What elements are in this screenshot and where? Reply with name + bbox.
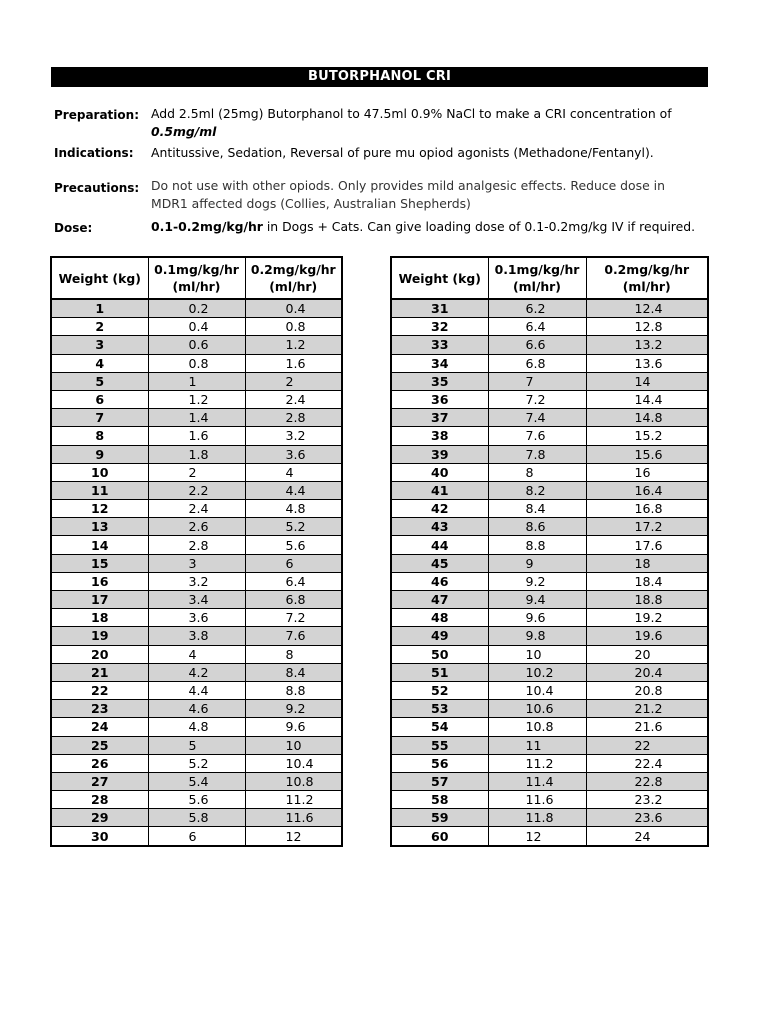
high-rate-cell: 11.6 [245,809,342,827]
high-rate-cell: 7.2 [245,609,342,627]
header-high-rate: 0.2mg/kg/hr (ml/hr) [586,257,708,299]
table-row [391,372,708,390]
high-rate-cell: 9.2 [245,700,342,718]
weight-cell: 30 [51,827,148,846]
high-rate-cell: 23.2 [586,791,708,809]
table-row [51,772,342,790]
weight-cell: 20 [51,645,148,663]
table-row [391,663,708,681]
page-title: BUTORPHANOL CRI [51,67,708,87]
preparation-label: Preparation: [54,108,139,122]
table-row [51,372,342,390]
low-rate-cell: 10.4 [488,681,586,699]
low-rate-cell: 8.2 [488,481,586,499]
weight-cell: 60 [391,827,488,846]
table-row [51,700,342,718]
table-row [51,645,342,663]
weight-cell: 21 [51,663,148,681]
high-rate-cell: 6 [245,554,342,572]
high-rate-cell: 0.8 [245,318,342,336]
high-rate-cell: 3.2 [245,427,342,445]
weight-cell: 57 [391,772,488,790]
weight-cell: 36 [391,390,488,408]
high-rate-cell: 10.4 [245,754,342,772]
high-rate-cell: 8.8 [245,681,342,699]
weight-cell: 15 [51,554,148,572]
weight-cell: 22 [51,681,148,699]
low-rate-cell: 6 [148,827,245,846]
weight-cell: 55 [391,736,488,754]
high-rate-cell: 12 [245,827,342,846]
weight-cell: 7 [51,409,148,427]
low-rate-cell: 5 [148,736,245,754]
high-rate-cell: 15.2 [586,427,708,445]
low-rate-cell: 7.8 [488,445,586,463]
table-row [51,791,342,809]
low-rate-cell: 2.4 [148,500,245,518]
weight-cell: 11 [51,481,148,499]
low-rate-cell: 9.8 [488,627,586,645]
low-rate-cell: 6.6 [488,336,586,354]
table-row [51,681,342,699]
low-rate-cell: 8.8 [488,536,586,554]
weight-cell: 14 [51,536,148,554]
weight-cell: 39 [391,445,488,463]
weight-cell: 6 [51,390,148,408]
dose-table-right [390,256,709,847]
precautions-line1: Do not use with other opiods. Only provides mild analgesic effects. Reduce dose in [151,178,665,193]
indications-text: Antitussive, Sedation, Reversal of pure mu opiod agonists (Methadone/Fentanyl). [151,145,654,160]
table-row [51,736,342,754]
weight-cell: 32 [391,318,488,336]
table-row [51,299,342,318]
low-rate-cell: 9.2 [488,572,586,590]
weight-cell: 44 [391,536,488,554]
high-rate-cell: 23.6 [586,809,708,827]
table-row [51,409,342,427]
weight-cell: 53 [391,700,488,718]
header-low-rate: 0.1mg/kg/hr (ml/hr) [148,257,245,299]
table-row [51,609,342,627]
high-rate-cell: 22.4 [586,754,708,772]
weight-cell: 28 [51,791,148,809]
low-rate-cell: 1 [148,372,245,390]
high-rate-cell: 17.2 [586,518,708,536]
weight-cell: 38 [391,427,488,445]
weight-cell: 25 [51,736,148,754]
weight-cell: 35 [391,372,488,390]
table-row [51,463,342,481]
low-rate-cell: 3.4 [148,591,245,609]
weight-cell: 8 [51,427,148,445]
weight-cell: 59 [391,809,488,827]
table-row [51,809,342,827]
high-rate-cell: 16 [586,463,708,481]
high-rate-cell: 14.8 [586,409,708,427]
table-row [391,645,708,663]
weight-cell: 5 [51,372,148,390]
high-rate-cell: 13.6 [586,354,708,372]
weight-cell: 52 [391,681,488,699]
high-rate-cell: 4.4 [245,481,342,499]
weight-cell: 47 [391,591,488,609]
low-rate-cell: 6.8 [488,354,586,372]
high-rate-cell: 9.6 [245,718,342,736]
weight-cell: 16 [51,572,148,590]
table-row [391,390,708,408]
low-rate-cell: 0.2 [148,299,245,318]
table-row [391,463,708,481]
table-row [391,681,708,699]
dose-table-left [50,256,343,847]
weight-cell: 19 [51,627,148,645]
weight-cell: 50 [391,645,488,663]
weight-cell: 56 [391,754,488,772]
weight-cell: 34 [391,354,488,372]
high-rate-cell: 8.4 [245,663,342,681]
weight-cell: 23 [51,700,148,718]
table-row [391,772,708,790]
high-rate-cell: 2.4 [245,390,342,408]
high-rate-cell: 4.8 [245,500,342,518]
table-row [391,554,708,572]
high-rate-cell: 20.8 [586,681,708,699]
low-rate-cell: 6.2 [488,299,586,318]
precautions-label: Precautions: [54,181,140,195]
high-rate-cell: 6.8 [245,591,342,609]
high-rate-cell: 10 [245,736,342,754]
table-row [51,427,342,445]
high-rate-cell: 1.6 [245,354,342,372]
low-rate-cell: 9.4 [488,591,586,609]
low-rate-cell: 7.6 [488,427,586,445]
low-rate-cell: 11 [488,736,586,754]
low-rate-cell: 4.8 [148,718,245,736]
low-rate-cell: 5.8 [148,809,245,827]
table-row [391,827,708,846]
high-rate-cell: 12.8 [586,318,708,336]
low-rate-cell: 4 [148,645,245,663]
high-rate-cell: 21.2 [586,700,708,718]
weight-cell: 1 [51,299,148,318]
low-rate-cell: 5.2 [148,754,245,772]
low-rate-cell: 3.2 [148,572,245,590]
table-row [51,572,342,590]
table-row [391,336,708,354]
high-rate-cell: 4 [245,463,342,481]
weight-cell: 49 [391,627,488,645]
weight-cell: 3 [51,336,148,354]
weight-cell: 10 [51,463,148,481]
high-rate-cell: 10.8 [245,772,342,790]
low-rate-cell: 11.6 [488,791,586,809]
weight-cell: 58 [391,791,488,809]
low-rate-cell: 7 [488,372,586,390]
weight-cell: 33 [391,336,488,354]
weight-cell: 42 [391,500,488,518]
dose-body: in Dogs + Cats. Can give loading dose of 0.1-0.2mg/kg IV if required. [262,219,696,234]
high-rate-cell: 20 [586,645,708,663]
high-rate-cell: 19.6 [586,627,708,645]
low-rate-cell: 2 [148,463,245,481]
low-rate-cell: 5.4 [148,772,245,790]
low-rate-cell: 3.8 [148,627,245,645]
high-rate-cell: 5.6 [245,536,342,554]
low-rate-cell: 10.2 [488,663,586,681]
high-rate-cell: 5.2 [245,518,342,536]
table-row [391,572,708,590]
low-rate-cell: 12 [488,827,586,846]
low-rate-cell: 10.8 [488,718,586,736]
low-rate-cell: 0.6 [148,336,245,354]
high-rate-cell: 17.6 [586,536,708,554]
table-row [391,736,708,754]
low-rate-cell: 1.6 [148,427,245,445]
low-rate-cell: 8.6 [488,518,586,536]
table-row [391,500,708,518]
table-row [391,700,708,718]
low-rate-cell: 7.4 [488,409,586,427]
high-rate-cell: 18.8 [586,591,708,609]
table-row [51,518,342,536]
high-rate-cell: 11.2 [245,791,342,809]
table-row [51,390,342,408]
table-row [51,827,342,846]
table-row [51,754,342,772]
preparation-body: Add 2.5ml (25mg) Butorphanol to 47.5ml 0.9% NaCl to make a CRI concentration of [151,106,672,121]
high-rate-cell: 20.4 [586,663,708,681]
weight-cell: 43 [391,518,488,536]
table-row [51,500,342,518]
table-row [51,663,342,681]
header-low-rate: 0.1mg/kg/hr (ml/hr) [488,257,586,299]
weight-cell: 40 [391,463,488,481]
high-rate-cell: 8 [245,645,342,663]
weight-cell: 51 [391,663,488,681]
table-row [51,445,342,463]
high-rate-cell: 7.6 [245,627,342,645]
weight-cell: 18 [51,609,148,627]
weight-cell: 26 [51,754,148,772]
weight-cell: 46 [391,572,488,590]
high-rate-cell: 21.6 [586,718,708,736]
weight-cell: 2 [51,318,148,336]
dose-rate: 0.1-0.2mg/kg/hr [151,219,263,234]
low-rate-cell: 5.6 [148,791,245,809]
weight-cell: 24 [51,718,148,736]
low-rate-cell: 11.4 [488,772,586,790]
low-rate-cell: 1.2 [148,390,245,408]
low-rate-cell: 10.6 [488,700,586,718]
low-rate-cell: 0.4 [148,318,245,336]
weight-cell: 4 [51,354,148,372]
weight-cell: 17 [51,591,148,609]
high-rate-cell: 12.4 [586,299,708,318]
low-rate-cell: 1.8 [148,445,245,463]
weight-cell: 31 [391,299,488,318]
weight-cell: 29 [51,809,148,827]
table-row [391,481,708,499]
low-rate-cell: 8 [488,463,586,481]
table-row [391,609,708,627]
table-row [51,336,342,354]
high-rate-cell: 16.4 [586,481,708,499]
low-rate-cell: 4.2 [148,663,245,681]
preparation-text [151,105,711,141]
high-rate-cell: 13.2 [586,336,708,354]
table-row [391,809,708,827]
header-weight: Weight (kg) [51,257,148,299]
low-rate-cell: 0.8 [148,354,245,372]
header-high-rate: 0.2mg/kg/hr (ml/hr) [245,257,342,299]
low-rate-cell: 9.6 [488,609,586,627]
table-row [391,445,708,463]
weight-cell: 27 [51,772,148,790]
high-rate-cell: 24 [586,827,708,846]
high-rate-cell: 2.8 [245,409,342,427]
low-rate-cell: 9 [488,554,586,572]
low-rate-cell: 10 [488,645,586,663]
weight-cell: 54 [391,718,488,736]
indications-label: Indications: [54,146,134,160]
preparation-concentration: 0.5mg/ml [151,124,217,139]
table-row [391,791,708,809]
table-row [391,627,708,645]
high-rate-cell: 22.8 [586,772,708,790]
table-row [391,518,708,536]
low-rate-cell: 3 [148,554,245,572]
low-rate-cell: 1.4 [148,409,245,427]
high-rate-cell: 19.2 [586,609,708,627]
precautions-text [151,177,711,213]
table-row [391,318,708,336]
high-rate-cell: 0.4 [245,299,342,318]
high-rate-cell: 22 [586,736,708,754]
header-weight: Weight (kg) [391,257,488,299]
table-row [51,354,342,372]
table-row [391,427,708,445]
high-rate-cell: 16.8 [586,500,708,518]
high-rate-cell: 14.4 [586,390,708,408]
high-rate-cell: 18.4 [586,572,708,590]
dose-text [151,218,711,236]
low-rate-cell: 4.4 [148,681,245,699]
table-row [391,409,708,427]
table-row [51,718,342,736]
low-rate-cell: 11.8 [488,809,586,827]
weight-cell: 48 [391,609,488,627]
table-row [391,718,708,736]
high-rate-cell: 18 [586,554,708,572]
table-row [51,481,342,499]
low-rate-cell: 2.2 [148,481,245,499]
weight-cell: 9 [51,445,148,463]
weight-cell: 41 [391,481,488,499]
table-row [51,318,342,336]
table-row [51,536,342,554]
dose-label: Dose: [54,221,93,235]
low-rate-cell: 8.4 [488,500,586,518]
low-rate-cell: 11.2 [488,754,586,772]
table-row [391,754,708,772]
high-rate-cell: 1.2 [245,336,342,354]
weight-cell: 37 [391,409,488,427]
table-row [391,536,708,554]
table-row [391,299,708,318]
low-rate-cell: 6.4 [488,318,586,336]
high-rate-cell: 2 [245,372,342,390]
table-row [51,627,342,645]
low-rate-cell: 2.8 [148,536,245,554]
low-rate-cell: 2.6 [148,518,245,536]
table-row [51,554,342,572]
table-row [51,591,342,609]
precautions-line2: MDR1 affected dogs (Collies, Australian Shepherds) [151,196,471,211]
table-row [391,354,708,372]
weight-cell: 45 [391,554,488,572]
low-rate-cell: 7.2 [488,390,586,408]
weight-cell: 12 [51,500,148,518]
high-rate-cell: 6.4 [245,572,342,590]
low-rate-cell: 3.6 [148,609,245,627]
table-row [391,591,708,609]
high-rate-cell: 15.6 [586,445,708,463]
high-rate-cell: 14 [586,372,708,390]
high-rate-cell: 3.6 [245,445,342,463]
low-rate-cell: 4.6 [148,700,245,718]
weight-cell: 13 [51,518,148,536]
